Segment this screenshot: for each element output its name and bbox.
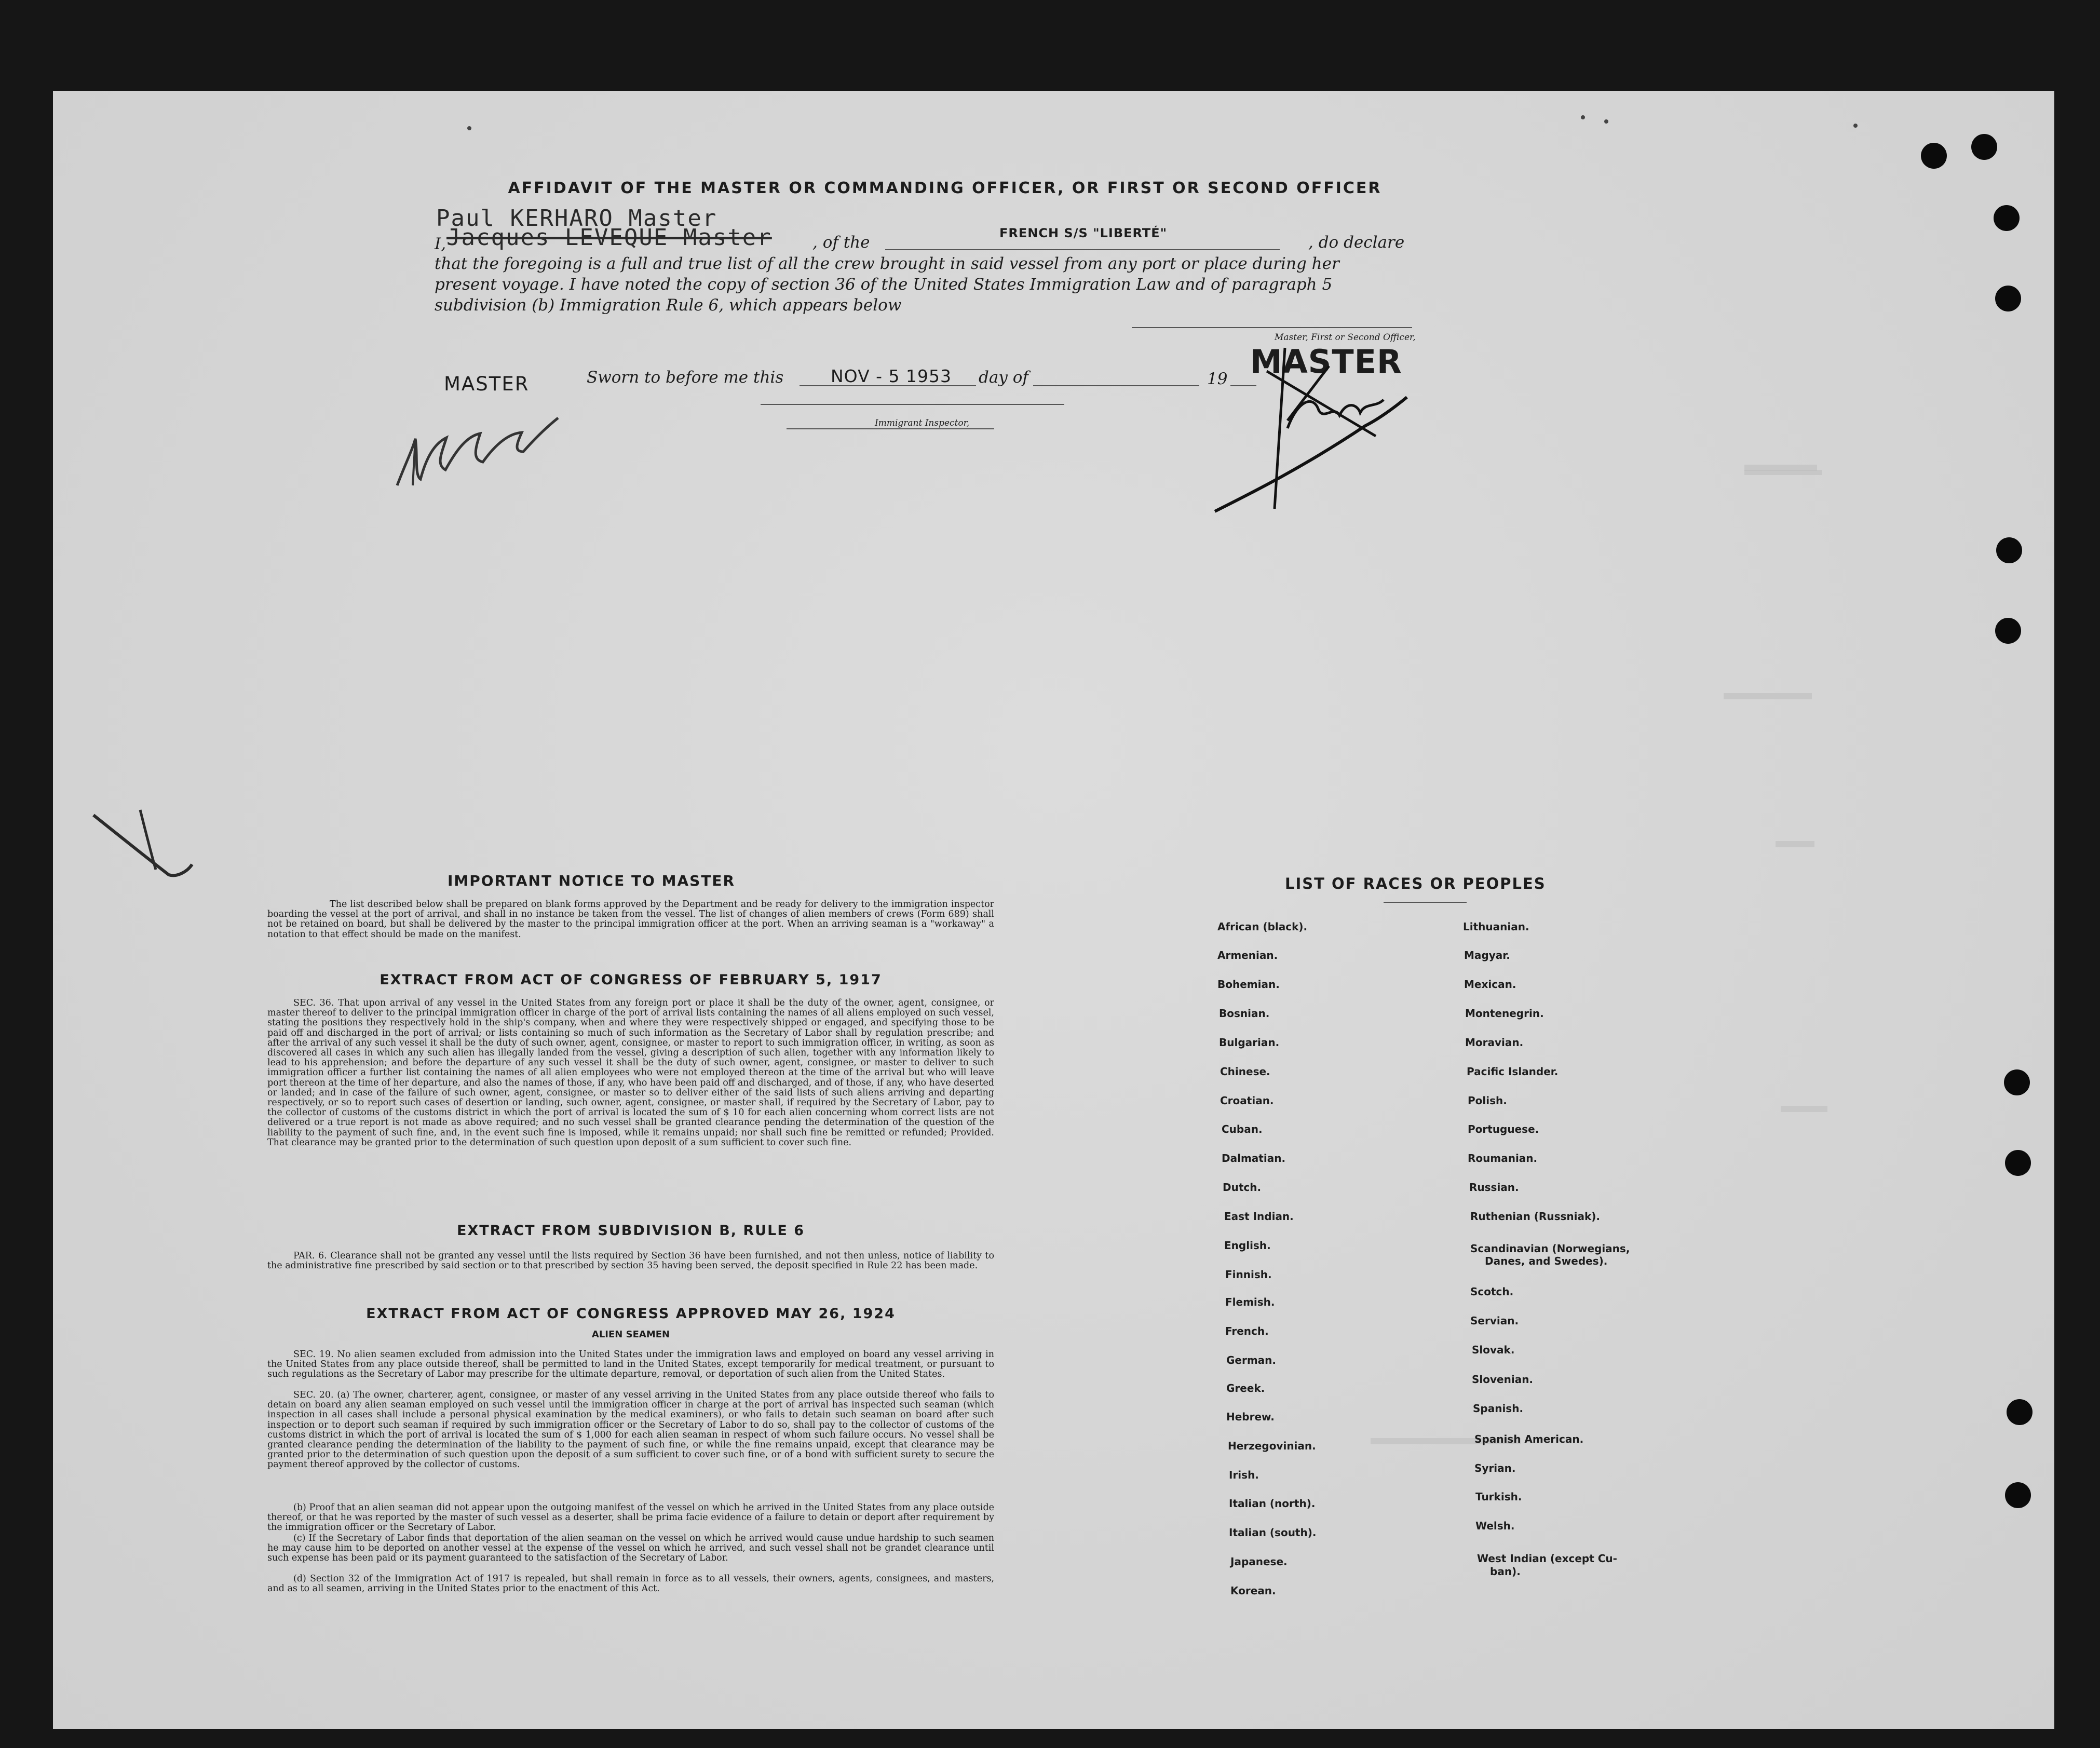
race-item: French. <box>1225 1325 1269 1337</box>
race-item: West Indian (except Cu- <box>1477 1552 1617 1565</box>
speck <box>1604 119 1608 124</box>
race-item: Danes, and Swedes). <box>1485 1255 1608 1267</box>
race-item: Scandinavian (Norwegians, <box>1470 1242 1630 1255</box>
race-item: Irish. <box>1229 1469 1259 1481</box>
sec-20c-text: (c) If the Secretary of Labor finds that deportation of the alien seaman on the vessel on which he arrived would cause undue hardship to such seamen he may cause him to be deported on another vessel at the expense of the vessel on which he arrived, and such vessel shall not be grandet clearance until such expense has been paid or its payment guaranteed to the satisfaction of the Secretary of Labor. <box>267 1533 994 1564</box>
race-item: ban). <box>1490 1565 1521 1578</box>
typed-master-name: Paul KERHARO Master <box>436 205 717 232</box>
race-item: Servian. <box>1470 1315 1519 1327</box>
race-item: Ruthenian (Russniak). <box>1470 1210 1601 1223</box>
race-item: Portuguese. <box>1468 1123 1539 1135</box>
race-item: Chinese. <box>1220 1065 1270 1078</box>
race-item: Cuban. <box>1222 1123 1263 1135</box>
race-item: Dutch. <box>1223 1181 1262 1194</box>
race-item: Lithuanian. <box>1463 920 1529 933</box>
vessel-name: FRENCH S/S "LIBERTÉ" <box>999 226 1168 240</box>
master-stamp-left: MASTER <box>444 373 530 395</box>
race-item: Korean. <box>1230 1584 1276 1597</box>
bleed-through-mark <box>1744 470 1822 475</box>
race-item: Flemish. <box>1225 1296 1275 1308</box>
master-stamp-big: MASTER <box>1250 343 1402 381</box>
rule-6-title: EXTRACT FROM SUBDIVISION B, RULE 6 <box>456 1223 805 1239</box>
race-item: Magyar. <box>1464 949 1510 961</box>
race-item: Armenian. <box>1217 949 1278 961</box>
sec-20d-text: (d) Section 32 of the Immigration Act of 1917 is repealed, but shall remain in force as to all vessels, their owners, agents, consignees, and masters, and as to all seamen, arriving in the United States prior to the enactment of this Act. <box>267 1574 994 1594</box>
race-item: Dalmatian. <box>1222 1152 1286 1164</box>
sec-20b-text: (b) Proof that an alien seaman did not appear upon the outgoing manifest of the vessel on which he arrived in the United States from any place outside thereof, or that he was reported by the master of such vessel as a deserter, shall be prima facie evidence of a failure to detain or deport after requirement by the immigration officer or the Secretary of Labor. <box>267 1502 994 1533</box>
punch-hole <box>1996 537 2022 563</box>
punch-hole <box>1921 143 1947 169</box>
race-item: Spanish. <box>1473 1402 1524 1415</box>
year-prefix: 19 <box>1207 370 1228 388</box>
notice-title: IMPORTANT NOTICE TO MASTER <box>448 872 736 889</box>
race-item: Bohemian. <box>1217 978 1280 991</box>
race-item: Slovak. <box>1472 1344 1515 1356</box>
officer-signature-line <box>1132 327 1412 328</box>
extract-1924-title: EXTRACT FROM ACT OF CONGRESS APPROVED MAY 26, 1924 <box>366 1306 896 1322</box>
captain-signature <box>1210 337 1428 519</box>
vessel-line <box>885 249 1280 250</box>
race-item: Croatian. <box>1220 1094 1274 1107</box>
date-line <box>800 385 976 386</box>
speck <box>1581 115 1585 119</box>
race-item: Greek. <box>1226 1382 1265 1394</box>
affidavit-prefix: I, <box>435 235 446 253</box>
punch-hole <box>1971 134 1997 160</box>
race-item: Herzegovinian. <box>1228 1440 1316 1452</box>
officer-caption: Master, First or Second Officer, <box>1275 332 1416 343</box>
race-item: Syrian. <box>1474 1462 1516 1474</box>
punch-hole <box>2007 1399 2033 1425</box>
extract-1917-title: EXTRACT FROM ACT OF CONGRESS OF FEBRUARY 5, 1917 <box>380 972 882 988</box>
month-line <box>1033 385 1199 386</box>
race-item: East Indian. <box>1224 1210 1294 1223</box>
rule-6-text: PAR. 6. Clearance shall not be granted any vessel until the lists required by Section 36 have been furnished, and not then unless, notice of liability to the administrative fine prescribed by said section or to that prescribed by section 35 having been served, the deposit specified in Rule 22 has been made. <box>267 1251 994 1271</box>
day-of-text: day of <box>979 368 1028 387</box>
margin-check-mark <box>83 800 202 883</box>
punch-hole <box>1994 205 2020 231</box>
punch-hole <box>1995 618 2021 644</box>
affidavit-line-4: subdivision (b) Immigration Rule 6, which appears below <box>435 296 902 315</box>
inspector-line <box>787 428 994 429</box>
race-item: Slovenian. <box>1472 1373 1534 1386</box>
do-declare-text: , do declare <box>1308 233 1405 252</box>
affidavit-line-2: that the foregoing is a full and true list of all the crew brought in said vessel from any port or place during her <box>435 254 1339 273</box>
inspector-caption: Immigrant Inspector, <box>875 418 970 428</box>
race-item: Russian. <box>1469 1181 1519 1194</box>
races-title-underline <box>1384 902 1467 903</box>
bleed-through-mark <box>1724 693 1812 699</box>
sec-19-text: SEC. 19. No alien seamen excluded from admission into the United States under the immigration laws and employed on board any vessel arriving in the United States from any place outside thereof, shall be permitted to land in the United States, except temporarily for medical treatment, or pursuant to such regulations as the Secretary of Labor may prescribe for the ultimate departure, removal, or deportation of such alien from the United States. <box>267 1349 994 1380</box>
punch-hole <box>2004 1069 2030 1095</box>
notice-text: The list described below shall be prepared on blank forms approved by the Department and be ready for delivery to the immigration inspector boarding the vessel at the port of arrival, and shall in no instance be taken from the vessel. The list of changes of alien members of crews (Form 689) shall not be retained on board, but shall be delivered by the master to the principal immigration officer at the port. When an arriving seaman is a "workaway" a notation to that effect should be made on the manifest. <box>267 899 994 940</box>
extract-1917-text: SEC. 36. That upon arrival of any vessel in the United States from any foreign port or place it shall be the duty of the owner, agent, consignee, or master thereof to deliver to the principal immigration officer in charge of the port of arrival lists containing the names of all aliens employed on such vessel, stating the positions they respectively hold in the ship's company, when and where they were respectively shipped or engaged, and specifying those to be paid off and discharged in the port of arrival; or lists containing so much of such information as the Secretary of Labor shall by regulation prescribe; and after the arrival of any such vessel it shall be the duty of such owner, agent, consignee, or master to report to such immigration officer, in writing, as soon as discovered all cases in which any such alien has illegally landed from the vessel, giving a description of such alien, together with any information likely to lead to his apprehension; and before the departure of any such vessel it shall be the duty of such owner, agent, consignee, or master to deliver to such immigration officer a further list containing the names of all alien employees who were not employed thereon at the time of the arrival but who will leave port thereon at the time of her departure, and also the names of those, if any, who have been paid off and discharged, and of those, if any, who have deserted or landed; and in case of the failure of such owner, agent, consignee, or master so to deliver either of the said lists of such aliens arriving and departing respectively, or so to report such cases of desertion or landing, such owner, agent, consignee, or master shall, if required by the Secretary of Labor, pay to the collector of customs of the customs district in which the port of arrival is located the sum of $ 10 for each alien concerning whom correct lists are not delivered or a true report is not made as above required; and no such vessel shall be granted clearance pending the determination of the question of the liability to the payment of such fine, and, in the event such fine is imposed, while it remains unpaid; nor shall such fine be remitted or refunded; Provided. That clearance may be granted prior to the determination of such question upon deposit of a sum sufficient to cover such fine. <box>267 998 994 1148</box>
race-item: Finnish. <box>1225 1268 1272 1281</box>
race-item: Polish. <box>1468 1094 1507 1107</box>
race-item: Bosnian. <box>1219 1007 1270 1020</box>
alien-seamen-subtitle: ALIEN SEAMEN <box>591 1329 670 1340</box>
race-item: African (black). <box>1217 920 1308 933</box>
punch-hole <box>1995 286 2021 311</box>
races-title: LIST OF RACES OR PEOPLES <box>1285 875 1546 892</box>
race-item: English. <box>1224 1239 1271 1252</box>
race-item: Montenegrin. <box>1465 1007 1544 1020</box>
punch-hole <box>2005 1150 2031 1176</box>
sworn-date-stamp: NOV - 5 1953 <box>831 366 952 386</box>
speck <box>1853 124 1858 128</box>
struck-master-name: Jacques LEVEQUE Master <box>446 224 772 251</box>
punch-hole <box>2005 1482 2031 1508</box>
race-item: Italian (south). <box>1229 1526 1317 1539</box>
race-item: Bulgarian. <box>1219 1036 1280 1049</box>
race-item: Spanish American. <box>1474 1433 1584 1445</box>
race-item: Italian (north). <box>1229 1497 1316 1510</box>
race-item: Moravian. <box>1465 1036 1524 1049</box>
affidavit-line-3: present voyage. I have noted the copy of section 36 of the United States Immigration Law and of paragraph 5 <box>435 275 1333 294</box>
inspector-line-upper <box>761 404 1064 405</box>
race-item: Japanese. <box>1230 1555 1288 1568</box>
race-item: Roumanian. <box>1468 1152 1538 1164</box>
of-the-text: , of the <box>812 233 870 252</box>
race-item: Hebrew. <box>1226 1411 1275 1423</box>
race-item: Turkish. <box>1475 1490 1522 1503</box>
left-signature-mark <box>384 387 571 493</box>
speck <box>467 126 471 130</box>
bleed-through-mark <box>1776 841 1814 847</box>
sworn-text: Sworn to before me this <box>587 368 784 387</box>
sec-20a-text: SEC. 20. (a) The owner, charterer, agent, consignee, or master of any vessel arriving in the United States from any place outside thereof who fails to detain on board any alien seaman employed on such vessel until the immigration officer in charge at the port of arrival has inspected such seaman (which inspection in all cases shall include a personal physical examination by the medical examiners), or who fails to detain such seaman on board after such inspection or to deport such seaman if required by such immigration officer or the Secretary of Labor to do so, shall pay to the collector of customs of the customs district in which the port of arrival is located the sum of $ 1,000 for each alien seaman in respect of whom such failure occurs. No vessel shall be granted clearance pending the determination of the liability to the payment of such fine, or while the fine remains unpaid, except that clearance may be granted prior to the determination of such question upon the deposit of a sum sufficient to cover such fine, or of a bond with sufficient surety to secure the payment thereof approved by the collector of customs. <box>267 1390 994 1470</box>
race-item: Mexican. <box>1464 978 1516 991</box>
bleed-through-mark <box>1781 1106 1827 1112</box>
race-item: Pacific Islander. <box>1467 1065 1559 1078</box>
race-item: Scotch. <box>1470 1285 1514 1298</box>
race-item: German. <box>1226 1354 1277 1366</box>
race-item: Welsh. <box>1475 1520 1515 1532</box>
affidavit-title: AFFIDAVIT OF THE MASTER OR COMMANDING OFFICER, OR FIRST OR SECOND OFFICER <box>508 179 1382 197</box>
